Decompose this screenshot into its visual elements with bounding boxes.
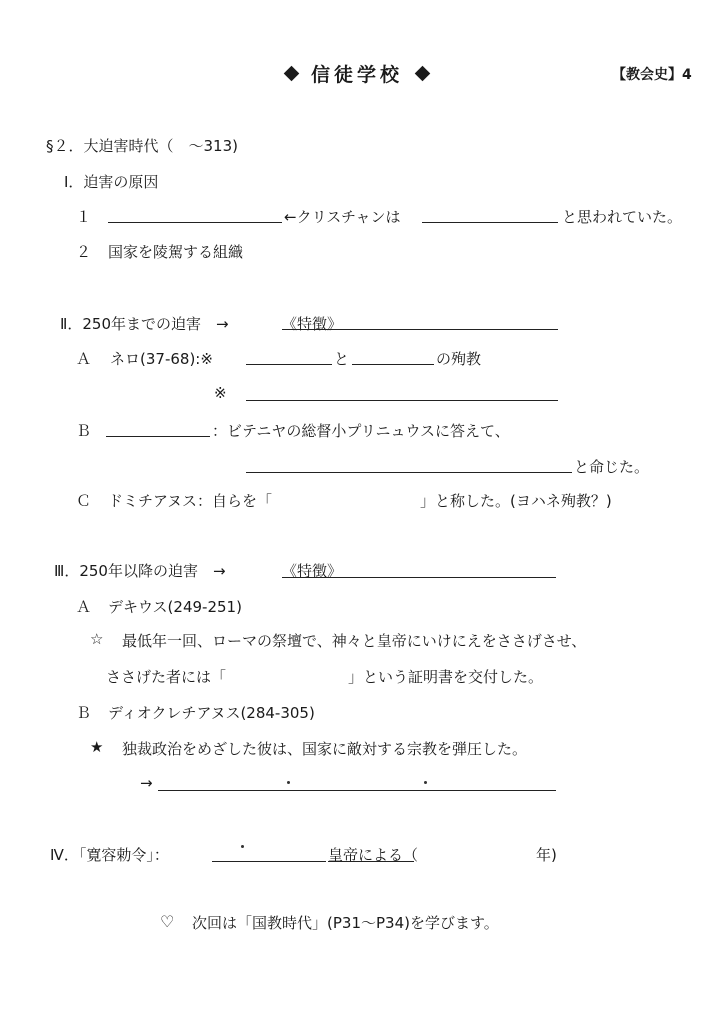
part1-item1-num: １ xyxy=(76,208,92,226)
part3-feature-blank xyxy=(282,577,556,578)
part2-heading: Ⅱ．250年までの迫害 → xyxy=(60,315,229,333)
part2-feature-blank xyxy=(282,329,558,330)
part2-c-end: 」と称した。(ヨハネ殉教？) xyxy=(420,492,612,510)
part1-item1-blank2 xyxy=(422,222,558,223)
subject-tag: 【教会史】4 xyxy=(612,67,692,83)
part3-feature: 《特徴》 xyxy=(282,562,343,580)
part3-b-label: Ｂ xyxy=(76,704,92,722)
part2-a-blank2 xyxy=(352,364,434,365)
part2-feature: 《特徴》 xyxy=(282,315,343,333)
part1-item1-end: と思われていた。 xyxy=(562,208,683,226)
part2-a-blank3 xyxy=(246,400,558,401)
part3-blank-dot-2 xyxy=(424,781,427,784)
part2-b-blank2 xyxy=(246,472,572,473)
heart-icon: ♡ xyxy=(160,912,175,931)
part3-a-star: ☆ xyxy=(90,630,104,648)
part4-mid: 皇帝による（ xyxy=(328,846,419,864)
part2-a-blank1 xyxy=(246,364,332,365)
part2-a-end: の殉教 xyxy=(436,350,482,368)
part2-c-text: ドミチアヌス：自らを「 xyxy=(108,492,272,510)
part3-b-text: ディオクレチアヌス(284-305) xyxy=(108,704,315,722)
part3-a-label: Ａ xyxy=(76,598,92,616)
part2-a-text: ネロ(37-68):※ xyxy=(110,350,213,368)
page-title xyxy=(272,60,442,87)
part2-b-blank1 xyxy=(106,436,210,437)
part2-a-label: Ａ xyxy=(76,350,92,368)
page-title-text: 信徒学校 xyxy=(311,64,404,86)
part1-item1-blank1 xyxy=(108,222,282,223)
part4-blank-dot xyxy=(241,845,244,848)
part3-a-line1: 最低年一回、ローマの祭壇で、神々と皇帝にいけにえをささげさせ、 xyxy=(122,632,587,650)
part4-blank-underline xyxy=(328,861,414,862)
part4-end: 年) xyxy=(536,846,557,864)
footer-text: 次回は「国教時代」(P31～P34)を学びます。 xyxy=(192,914,499,932)
diamond-left-icon xyxy=(284,66,300,82)
diamond-right-icon xyxy=(415,66,431,82)
part2-a-mark2: ※ xyxy=(214,384,227,402)
part3-b-line: 独裁政治をめざした彼は、国家に敵対する宗教を弾圧した。 xyxy=(122,740,528,758)
part3-heading: Ⅲ．250年以降の迫害 → xyxy=(54,562,226,580)
part2-a-and: と xyxy=(334,350,350,368)
part3-b-star: ★ xyxy=(90,738,104,756)
part2-c-label: Ｃ xyxy=(76,492,92,510)
part3-a-line2-end: 」という証明書を交付した。 xyxy=(348,668,544,686)
part4-blank1 xyxy=(212,861,326,862)
part2-b-label: Ｂ xyxy=(76,422,92,440)
part3-b-blank xyxy=(158,790,556,791)
part1-item2-text: 国家を陵駕する組織 xyxy=(108,243,244,261)
part1-item2-num: ２ xyxy=(76,243,92,261)
part1-item1-mid: ←クリスチャンは xyxy=(284,208,401,226)
part2-b-text: ：ビテニヤの総督小プリニュウスに答えて、 xyxy=(212,422,510,440)
part2-b-end: と命じた。 xyxy=(574,458,650,476)
part3-blank-dot-1 xyxy=(287,781,290,784)
part3-arrow: → xyxy=(140,774,153,792)
part4-heading: Ⅳ．「寛容勅令」： xyxy=(50,846,169,864)
section-heading: §２．大迫害時代（ ～313) xyxy=(46,137,238,155)
part1-heading: Ⅰ．迫害の原因 xyxy=(64,173,159,191)
part3-a-line2-start: ささげた者には「 xyxy=(106,668,227,686)
part3-a-text: デキウス(249-251) xyxy=(108,598,242,616)
